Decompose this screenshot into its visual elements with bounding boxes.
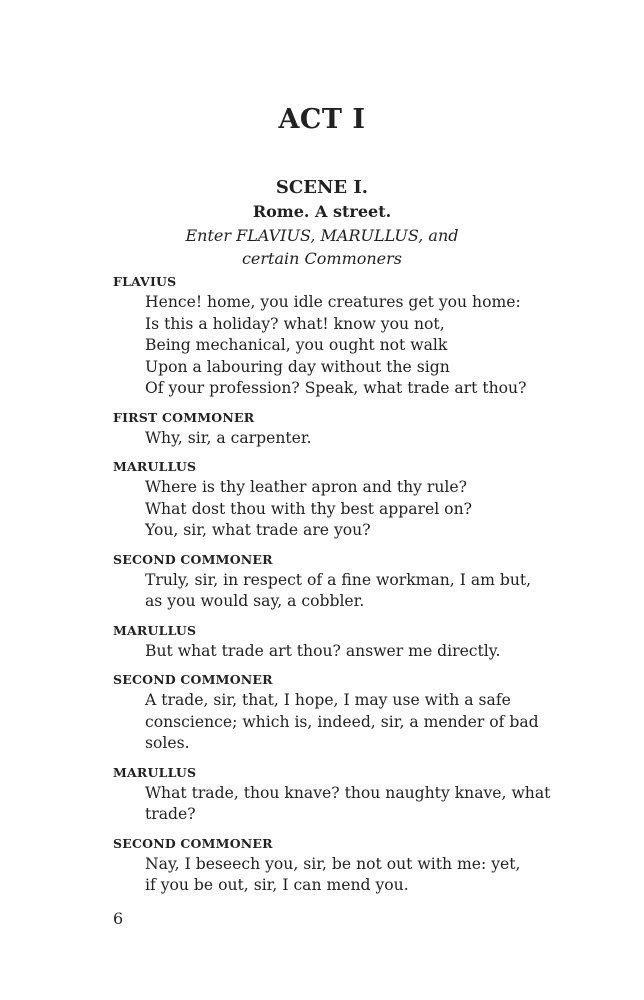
speaker-name: SECOND COMMONER — [113, 672, 273, 687]
speaker-name: MARULLUS — [113, 622, 197, 638]
speech-line: Is this a holiday? what! know you not, — [145, 314, 445, 333]
speech-line: as you would say, a cobbler. — [145, 592, 365, 610]
speech-line: Where is thy leather apron and thy rule? — [145, 478, 467, 496]
speech-lines — [145, 570, 593, 613]
speech-lines — [145, 690, 593, 755]
stage-direction: Enter FLAVIUS, MARULLUS, and certain Commoners — [185, 226, 459, 268]
speech-line: Upon a labouring day without the sign — [145, 357, 450, 376]
speech-line: But what trade art thou? answer me directly. — [145, 641, 501, 660]
speech-line: Truly, sir, in respect of a fine workman, I am but, — [145, 570, 532, 589]
page-number: 6 — [113, 909, 124, 928]
speech-line: Hence! home, you idle creatures get you home: — [145, 293, 521, 311]
speech-block — [113, 410, 593, 450]
speech-line: You, sir, what trade are you? — [145, 521, 371, 539]
speech-line: trade? — [145, 805, 196, 823]
speech-line: conscience; which is, indeed, sir, a mender of bad — [145, 712, 539, 731]
speech-lines — [145, 783, 593, 826]
speech-line: What dost thou with thy best apparel on? — [145, 499, 472, 518]
speech-block — [113, 836, 593, 897]
dialogue — [113, 274, 593, 907]
scene-heading — [0, 176, 644, 270]
speech-line: Being mechanical, you ought not walk — [145, 336, 448, 354]
speech-line: Nay, I beseech you, sir, be not out with me: yet, — [145, 854, 521, 873]
speech-lines — [145, 292, 593, 400]
speech-block — [113, 623, 593, 663]
speaker-name: SECOND COMMONER — [113, 835, 273, 851]
speech-line: Of your profession? Speak, what trade art thou? — [145, 379, 527, 397]
speaker-name: MARULLUS — [113, 764, 197, 780]
speaker-name: FLAVIUS — [113, 274, 177, 289]
speech-line: if you be out, sir, I can mend you. — [145, 876, 409, 894]
speech-block — [113, 459, 593, 542]
speech-block — [113, 672, 593, 755]
speaker-name: SECOND COMMONER — [113, 551, 273, 567]
act-title: ACT I — [278, 104, 366, 135]
speech-lines — [145, 477, 593, 542]
speech-block — [113, 765, 593, 826]
speech-block — [113, 552, 593, 613]
scene-location: Rome. A street. — [252, 202, 392, 221]
speech-line: soles. — [145, 734, 190, 752]
speaker-name: FIRST COMMONER — [113, 409, 255, 425]
scene-title: SCENE I. — [275, 177, 369, 198]
speaker-name: MARULLUS — [113, 459, 197, 474]
speech-line: Why, sir, a carpenter. — [145, 428, 312, 447]
speech-line: A trade, sir, that, I hope, I may use with a safe — [145, 691, 511, 709]
speech-line: What trade, thou knave? thou naughty knave, what — [145, 783, 551, 802]
speech-lines — [145, 428, 593, 450]
speech-lines — [145, 854, 593, 897]
speech-lines — [145, 641, 593, 663]
speech-block — [113, 274, 593, 400]
